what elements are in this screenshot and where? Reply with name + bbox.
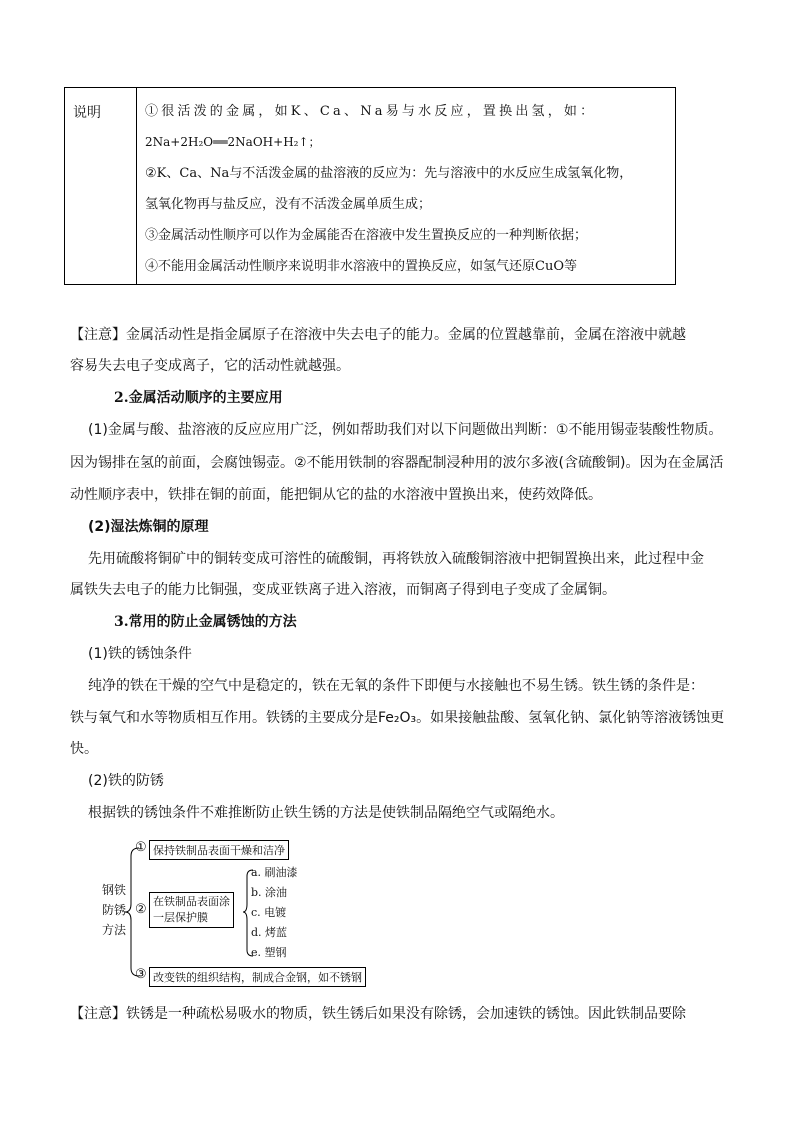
paragraph: 因为锡排在氢的前面，会腐蚀锡壶。②不能用铁制的容器配制浸种用的波尔多液(含硫酸铜)。因为在金属活: [70, 455, 724, 471]
table-line: ③金属活动性顺序可以作为金属能否在溶液中发生置换反应的一种判断依据；: [145, 228, 588, 243]
note-paragraph: 【注意】金属活动性是指金属原子在溶液中失去电子的能力。金属的位置越靠前，金属在溶液中就越: [70, 327, 686, 343]
sub-method: e. 塑钢: [251, 946, 287, 959]
sub-method: c. 电镀: [251, 906, 287, 919]
table-line: 2Na+2H₂O══2NaOH+H₂↑；: [145, 135, 321, 149]
section-heading: 3.常用的防止金属锈蚀的方法: [114, 614, 297, 630]
paragraph: 快。: [70, 741, 98, 757]
paragraph: 动性顺序表中，铁排在铜的前面，能把铜从它的盐的水溶液中置换出来，使药效降低。: [70, 487, 602, 503]
method-box-3: 改变铁的组织结构，制成合金钢，如不锈钢: [149, 967, 366, 987]
sub-method: a. 刷油漆: [251, 866, 298, 879]
item-number: ②: [135, 902, 147, 917]
subsection-heading: (2)湿法炼铜的原理: [88, 519, 209, 535]
method-box-2: [149, 892, 234, 928]
method-box-2-line: 在铁制品表面涂: [153, 895, 230, 908]
left-label-line: 钢铁: [101, 883, 126, 897]
section-heading: 2.金属活动顺序的主要应用: [114, 390, 283, 406]
table-line: ①很活泼的金属，如K、Ca、Na易与水反应，置换出氢，如：: [145, 104, 597, 119]
method-box-2-line: 一层保护膜: [153, 911, 208, 924]
table-line: 氢氧化物再与盐反应，没有不活泼金属单质生成；: [145, 197, 432, 212]
left-label-line: 方法: [101, 923, 126, 937]
diagram-left-label: [101, 880, 127, 940]
table-content: [145, 96, 670, 282]
subsection-heading: (1)铁的锈蚀条件: [88, 646, 192, 662]
note-paragraph: 【注意】铁锈是一种疏松易吸水的物质，铁生锈后如果没有除锈，会加速铁的锈蚀。因此铁制品要除: [70, 1006, 686, 1022]
paragraph: 根据铁的锈蚀条件不难推断防止铁生锈的方法是使铁制品隔绝空气或隔绝水。: [88, 805, 564, 821]
method-box-1: 保持铁制品表面干燥和洁净: [149, 840, 289, 860]
paragraph: 纯净的铁在干燥的空气中是稳定的，铁在无氧的条件下即便与水接触也不易生锈。铁生锈的条件是：: [88, 678, 704, 694]
table-line: ④不能用金属活动性顺序来说明非水溶液中的置换反应，如氢气还原CuO等: [145, 259, 577, 274]
note-table: [64, 87, 676, 285]
paragraph: (1)金属与酸、盐溶液的反应应用广泛，例如帮助我们对以下问题做出判断：①不能用锡壶装酸性物质。: [88, 422, 723, 438]
note-paragraph: 容易失去电子变成离子，它的活动性就越强。: [70, 358, 350, 374]
item-number: ①: [135, 840, 147, 855]
paragraph: 属铁失去电子的能力比铜强，变成亚铁离子进入溶液，而铜离子得到电子变成了金属铜。: [70, 582, 616, 598]
paragraph: 先用硫酸将铜矿中的铜转变成可溶性的硫酸铜，再将铁放入硫酸铜溶液中把铜置换出来，此过程中金: [88, 551, 704, 567]
rust-prevention-diagram: [95, 832, 365, 992]
paragraph: 铁与氧气和水等物质相互作用。铁锈的主要成分是Fe₂O₃。如果接触盐酸、氢氧化钠、氯化钠等溶液锈蚀更: [70, 710, 725, 726]
left-label-line: 防锈: [101, 903, 126, 917]
table-label: 说明: [65, 88, 137, 284]
table-line: ②K、Ca、Na与不活泼金属的盐溶液的反应为：先与溶液中的水反应生成氢氧化物，: [145, 166, 633, 181]
item-number: ③: [135, 967, 147, 982]
sub-method: d. 烤蓝: [251, 926, 288, 939]
subsection-heading: (2)铁的防锈: [88, 773, 164, 789]
sub-method: b. 涂油: [251, 886, 288, 899]
